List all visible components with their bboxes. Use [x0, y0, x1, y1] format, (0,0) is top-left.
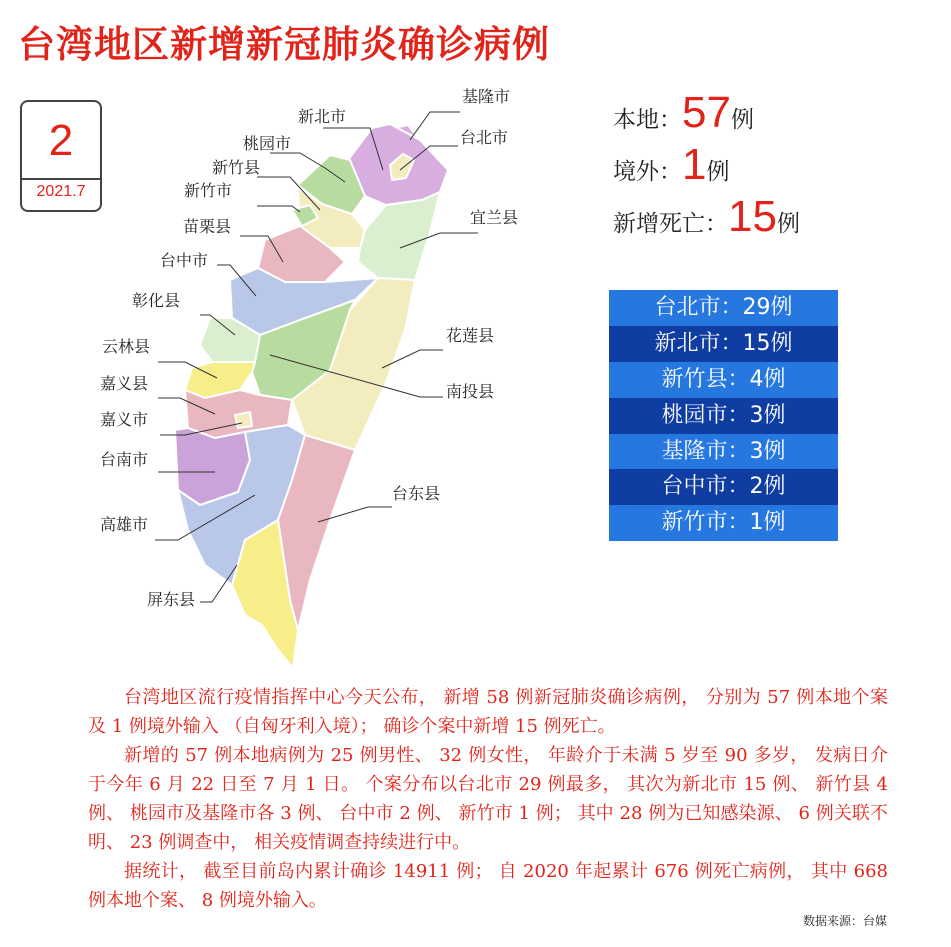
label-taitung: 台东县 — [392, 484, 441, 503]
label-keelung: 基隆市 — [462, 87, 511, 106]
stat-deaths-value: 15 — [728, 192, 777, 241]
article-body — [88, 683, 888, 915]
date-label: 2021.7 — [36, 183, 86, 200]
city-row: 桃园市：3例 — [609, 398, 838, 434]
paragraph: 新增的 57 例本地病例为 25 例男性、 32 例女性， 年龄介于未满 5 岁至 90 多岁， 发病日介于今年 6 月 22 日至 7 月 1 日。 个案分布以台北市 29 例最多， 其次为新北市 15 例、 新竹县 4 例、 桃园市及基隆市各 3 例、 台中市 2 例、 新竹市 1 例； 其中 28 例为已知感染源、 6 例关联不明、 23 例调查中， 相关疫情调查持续进行中。 — [88, 745, 888, 853]
label-hsinchu-city: 新竹市 — [184, 181, 233, 200]
region-chiayi-city — [235, 412, 252, 428]
date-day: 2 — [48, 116, 74, 165]
label-new-taipei: 新北市 — [298, 107, 347, 126]
city-row: 基隆市：3例 — [609, 434, 838, 470]
taiwan-map — [0, 0, 600, 680]
label-yilan: 宜兰县 — [470, 208, 519, 227]
stat-local-label: 本地： — [613, 107, 682, 133]
stat-imported-unit: 例 — [706, 159, 730, 185]
city-row: 台中市：2例 — [609, 469, 838, 505]
city-row: 新竹县：4例 — [609, 362, 838, 398]
page-title: 台湾地区新增新冠肺炎确诊病例 — [18, 23, 550, 66]
label-chiayi-city: 嘉义市 — [100, 410, 149, 429]
paragraph: 据统计， 截至目前岛内累计确诊 14911 例； 自 2020 年起累计 676 例死亡病例， 其中 668 例本地个案、 8 例境外输入。 — [88, 861, 888, 911]
label-tainan: 台南市 — [100, 450, 149, 469]
label-hsinchu-county: 新竹县 — [212, 158, 261, 177]
stat-deaths-unit: 例 — [776, 211, 800, 237]
region-yilan — [358, 192, 440, 280]
label-miaoli: 苗栗县 — [183, 217, 232, 236]
stat-local-unit: 例 — [730, 107, 754, 133]
label-taoyuan: 桃园市 — [243, 134, 292, 153]
stat-local-value: 57 — [682, 88, 731, 137]
stat-deaths — [613, 192, 933, 244]
city-row: 新北市：15例 — [609, 326, 838, 362]
label-taichung: 台中市 — [160, 251, 209, 270]
label-taipei: 台北市 — [460, 128, 509, 147]
stats-panel — [613, 88, 933, 244]
label-chiayi-county: 嘉义县 — [100, 374, 149, 393]
stat-local — [613, 88, 933, 140]
label-hualien: 花莲县 — [446, 326, 495, 345]
stat-imported-value: 1 — [682, 140, 707, 189]
label-yunlin: 云林县 — [102, 337, 151, 356]
label-changhua: 彰化县 — [132, 291, 181, 310]
stat-imported-label: 境外： — [613, 159, 682, 185]
label-nantou: 南投县 — [446, 382, 495, 401]
city-case-list — [609, 290, 838, 541]
stat-deaths-label: 新增死亡： — [613, 211, 728, 237]
stat-imported — [613, 140, 933, 192]
city-row: 新竹市：1例 — [609, 505, 838, 541]
data-source: 数据来源：台媒 — [802, 914, 887, 928]
city-row: 台北市：29例 — [609, 290, 838, 326]
label-pingtung: 屏东县 — [147, 590, 196, 609]
label-kaohsiung: 高雄市 — [100, 515, 149, 534]
paragraph: 台湾地区流行疫情指挥中心今天公布， 新增 58 例新冠肺炎确诊病例， 分别为 57 例本地个案及 1 例境外输入 （自匈牙利入境）； 确诊个案中新增 15 例死亡。 — [88, 687, 888, 737]
